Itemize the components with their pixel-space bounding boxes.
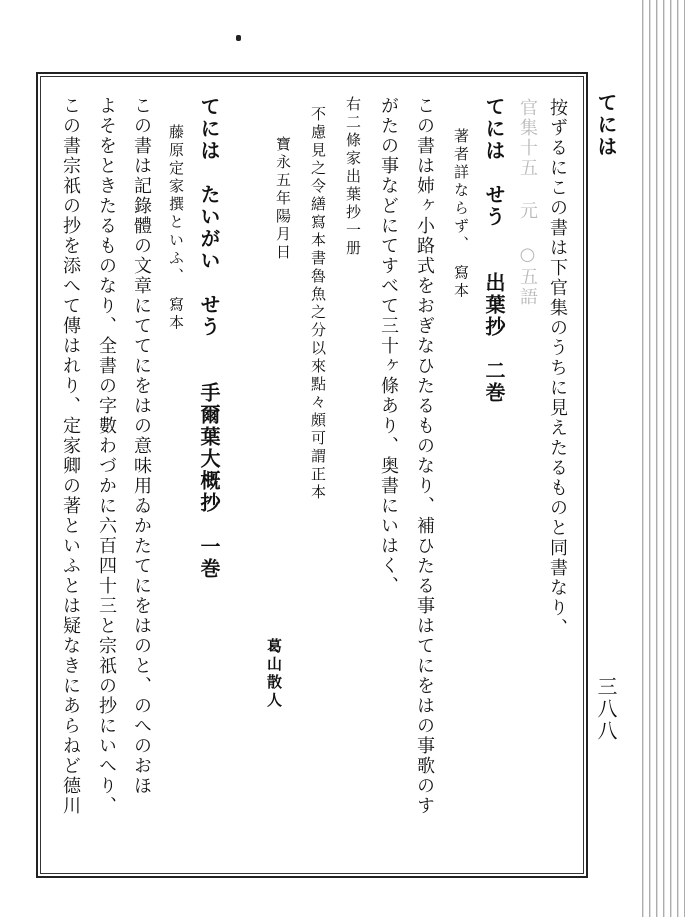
signature-line: 葛山散人 bbox=[265, 638, 283, 710]
ink-speck bbox=[236, 35, 241, 41]
page-edge-shadow bbox=[640, 0, 685, 917]
text-line-7: 右二條家出葉抄一册 bbox=[344, 96, 362, 258]
text-line-15: この書宗祇の抄を添へて傳はれり、定家卿の著といふとは疑なきにあらねど德川 bbox=[60, 96, 81, 816]
page-number: 三八八 bbox=[594, 676, 618, 742]
text-line-1: 按ずるにこの書は下官集のうちに見えたるものと同書なり、 bbox=[547, 98, 568, 638]
text-line-6: がたの事などにてすべて三十ヶ條あり、奥書にいはく、 bbox=[378, 96, 399, 596]
entry-heading-2: てには たいがい せう 手爾葉大概抄 一巻 bbox=[197, 96, 221, 580]
text-line-14: よそをときたるものなり、全書の字數わづかに六百四十三と宗祇の抄にいへり、 bbox=[96, 96, 117, 816]
running-title: てには bbox=[594, 92, 618, 158]
faint-text-line: 官集十五 元 ○五語 bbox=[517, 98, 538, 307]
text-line-13: この書は記錄體の文章にててにをはの意味用ゐかたてにをはのと、のへのおほ bbox=[131, 96, 152, 796]
text-line-8: 不慮見之令繕寫本書魯魚之分以來點々頗可謂正本 bbox=[309, 106, 327, 502]
text-line-9: 寶永五年陽月日 bbox=[274, 118, 292, 262]
text-line-5: この書は姉ヶ小路式をおぎなひたるものなり、補ひたる事はてにをはの事歌のす bbox=[414, 96, 435, 816]
entry-heading-1: てには せう 出葉抄 二巻 bbox=[482, 96, 506, 404]
entry-note-1: 著者詳ならず、 寫本 bbox=[452, 110, 470, 301]
entry-note-2: 藤原定家撰といふ、 寫本 bbox=[167, 106, 185, 333]
